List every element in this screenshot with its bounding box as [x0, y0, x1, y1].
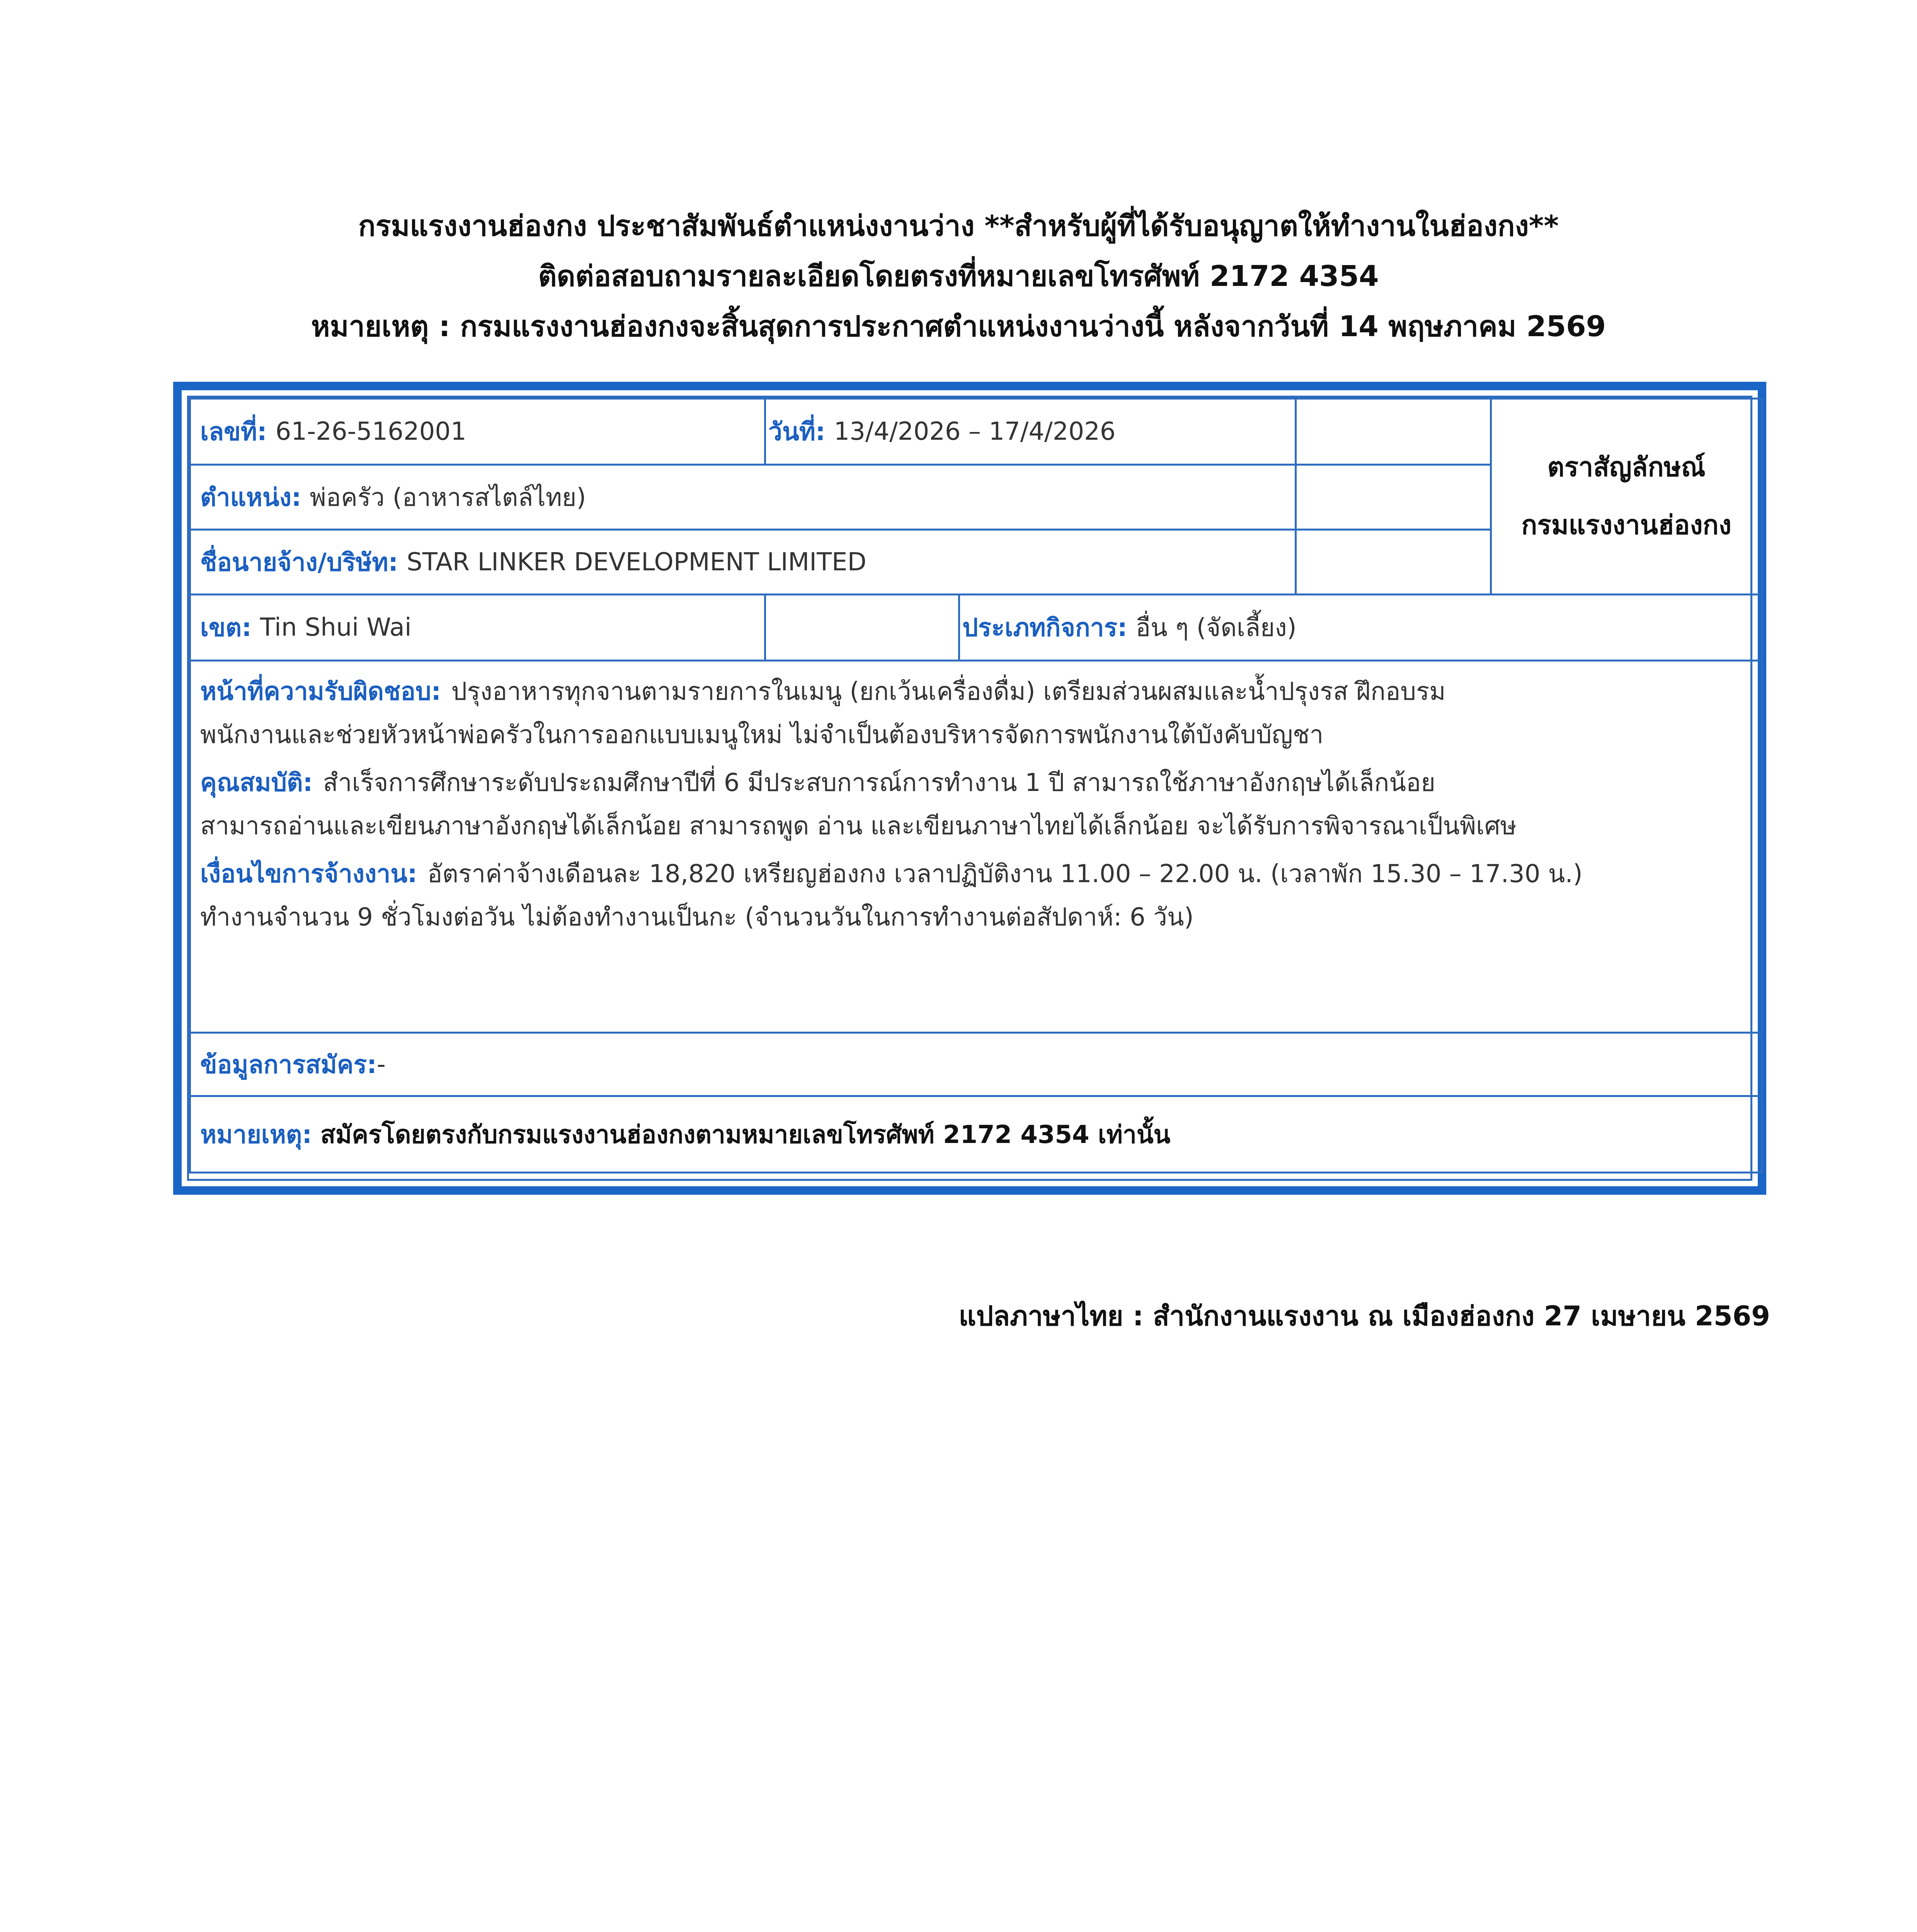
- conditions-label: เงื่อนไขการจ้างงาน:: [200, 860, 417, 888]
- duties-label: หน้าที่ความรับผิดชอบ:: [200, 677, 441, 706]
- note-value: สมัครโดยตรงกับกรมแรงงานฮ่องกงตามหมายเลขโทรศัพท์ 2172 4354 เท่านั้น: [320, 1120, 1171, 1149]
- blank-cell-r4: [764, 594, 960, 662]
- emblem-cell: [1490, 398, 1763, 595]
- job-number-value: 61-26-5162001: [275, 417, 466, 446]
- header-note-line: หมายเหตุ : กรมแรงงานฮ่องกงจะสิ้นสุดการประกาศตำแหน่งงานว่างนี้ หลังจากวันที่ 14 พฤษภาคม 2569: [311, 310, 1606, 343]
- district-cell: [189, 594, 766, 662]
- application-info-label: ข้อมูลการสมัคร:: [200, 1050, 377, 1079]
- district-value: Tin Shui Wai: [260, 613, 412, 642]
- blank-cell-r1: [1295, 398, 1492, 466]
- job-number-label: เลขที่:: [200, 418, 267, 446]
- position-value: พ่อครัว (อาหารสไตล์ไทย): [310, 483, 586, 512]
- duties-section: [200, 670, 1755, 757]
- duties-line-2: พนักงานและช่วยหัวหน้าพ่อครัวในการออกแบบเมนูใหม่ ไม่จำเป็นต้องบริหารจัดการพนักงานใต้บังคับบัญชา: [200, 721, 1324, 749]
- employer-value: STAR LINKER DEVELOPMENT LIMITED: [407, 548, 867, 577]
- application-info-cell: [189, 1032, 1763, 1097]
- date-cell: [764, 398, 1297, 466]
- duties-line-1: ปรุงอาหารทุกจานตามรายการในเมนู (ยกเว้นเครื่องดื่ม) เตรียมส่วนผสมและน้ำปรุงรส ฝึกอบรม: [451, 677, 1446, 706]
- note-label: หมายเหตุ:: [200, 1120, 312, 1149]
- note-cell: [189, 1095, 1763, 1173]
- date-value: 13/4/2026 – 17/4/2026: [834, 417, 1116, 446]
- emblem-line-2: กรมแรงงานฮ่องกง: [1521, 510, 1731, 541]
- blank-cell-r2: [1295, 464, 1492, 531]
- header-title-line: กรมแรงงานฮ่องกง ประชาสัมพันธ์ตำแหน่งงานว่าง **สำหรับผู้ที่ได้รับอนุญาตให้ทำงานในฮ่องกง**: [358, 209, 1559, 243]
- emblem-line-1: ตราสัญลักษณ์: [1547, 452, 1706, 483]
- employer-cell: [189, 529, 1297, 595]
- qualifications-line-1: สำเร็จการศึกษาระดับประถมศึกษาปีที่ 6 มีประสบการณ์การทำงาน 1 ปี สามารถใช้ภาษาอังกฤษได้เล็กน้อย: [323, 769, 1435, 797]
- blank-cell-r3: [1295, 529, 1492, 595]
- job-number-cell: [189, 398, 766, 466]
- conditions-section: [200, 852, 1755, 939]
- qualifications-label: คุณสมบัติ:: [200, 769, 313, 797]
- conditions-line-1: อัตราค่าจ้างเดือนละ 18,820 เหรียญฮ่องกง เวลาปฏิบัติงาน 11.00 – 22.00 น. (เวลาพัก 15.30 – 17.30 น.): [427, 860, 1583, 888]
- application-info-value: -: [376, 1050, 386, 1079]
- header-contact-line: ติดต่อสอบถามรายละเอียดโดยตรงที่หมายเลขโทรศัพท์ 2172 4354: [538, 260, 1379, 293]
- business-type-cell: [958, 594, 1763, 662]
- date-label: วันที่:: [768, 418, 826, 446]
- job-details-cell: [189, 660, 1763, 1034]
- translation-credit: แปลภาษาไทย : สำนักงานแรงงาน ณ เมืองฮ่องกง 27 เมษายน 2569: [958, 1300, 1770, 1332]
- announcement-header: [0, 201, 1917, 352]
- employer-label: ชื่อนายจ้าง/บริษัท:: [200, 548, 398, 577]
- job-vacancy-table: [187, 396, 1752, 1181]
- qualifications-line-2: สามารถอ่านและเขียนภาษาอังกฤษได้เล็กน้อย สามารถพูด อ่าน และเขียนภาษาไทยได้เล็กน้อย จะได้รับการพิจารณาเป็นพิเศษ: [200, 812, 1517, 840]
- job-vacancy-card: [173, 382, 1766, 1195]
- conditions-line-2: ทำงานจำนวน 9 ชั่วโมงต่อวัน ไม่ต้องทำงานเป็นกะ (จำนวนวันในการทำงานต่อสัปดาห์: 6 วัน): [200, 903, 1194, 932]
- district-label: เขต:: [200, 614, 252, 642]
- business-type-value: อื่น ๆ (จัดเลี้ยง): [1136, 614, 1297, 642]
- qualifications-section: [200, 761, 1755, 848]
- position-cell: [189, 464, 1297, 531]
- position-label: ตำแหน่ง:: [200, 483, 301, 512]
- business-type-label: ประเภทกิจการ:: [962, 614, 1127, 642]
